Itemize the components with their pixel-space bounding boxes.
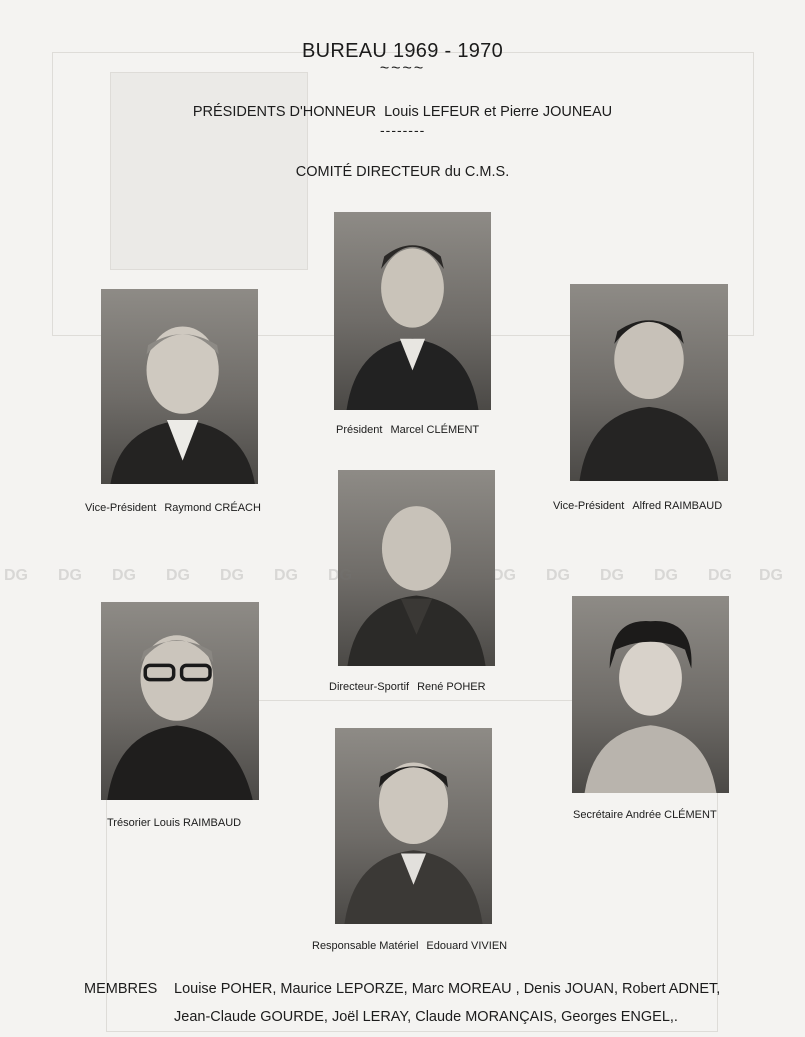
honorary-label: PRÉSIDENTS D'HONNEUR <box>192 104 377 120</box>
watermark-logo: DG <box>759 567 783 584</box>
portrait-photo <box>334 212 491 410</box>
watermark-logo: DG <box>492 567 516 584</box>
watermark-logo: DG <box>546 567 570 584</box>
caption-role: Président <box>336 424 383 436</box>
portrait-figure <box>334 212 491 410</box>
caption-role: Trésorier <box>107 817 151 829</box>
portrait-figure <box>101 289 258 484</box>
honorary-presidents <box>0 104 805 120</box>
caption-name: Louis RAIMBAUD <box>153 817 242 829</box>
caption-role: Secrétaire <box>573 809 624 821</box>
title-ornament: ~~~~ <box>379 60 426 77</box>
members-line-2: Jean-Claude GOURDE, Joël LERAY, Claude MORANÇAIS, Georges ENGEL,. <box>174 1009 678 1025</box>
members-line-1: Louise POHER, Maurice LEPORZE, Marc MOREAU , Denis JOUAN, Robert ADNET, <box>174 981 721 997</box>
watermark-logo: DG <box>328 567 352 584</box>
portrait-figure <box>335 728 492 924</box>
portrait-figure <box>572 596 729 793</box>
caption-role: Vice-Président <box>553 500 625 512</box>
portrait-figure <box>570 284 728 481</box>
portrait-photo <box>101 289 258 484</box>
caption <box>573 809 717 821</box>
caption-name: René POHER <box>417 681 486 693</box>
watermark-logo: DG <box>4 567 28 584</box>
portrait-photo <box>570 284 728 481</box>
portrait-photo <box>572 596 729 793</box>
caption-name: Raymond CRÉACH <box>164 502 261 514</box>
watermark-logo: DG <box>600 567 624 584</box>
watermark-logo: DG <box>654 567 678 584</box>
watermark-logo: DG <box>220 567 244 584</box>
portrait-figure <box>101 602 259 800</box>
caption <box>312 940 507 952</box>
watermark-logo: DG <box>166 567 190 584</box>
separator-dashes: -------- <box>380 122 426 138</box>
caption-role: Directeur-Sportif <box>329 681 410 693</box>
caption-role: Vice-Président <box>85 502 157 514</box>
members-list <box>84 975 720 1031</box>
watermark-logo: DG <box>112 567 136 584</box>
committee-heading: COMITÉ DIRECTEUR du C.M.S. <box>295 164 510 180</box>
caption-name: Marcel CLÉMENT <box>390 424 480 436</box>
caption-role: Responsable Matériel <box>312 940 419 952</box>
caption-name: Alfred RAIMBAUD <box>632 500 723 512</box>
caption <box>107 817 241 829</box>
watermark-logo: DG <box>58 567 82 584</box>
watermark-strip <box>0 533 805 587</box>
caption-name: Edouard VIVIEN <box>426 940 508 952</box>
caption-name: Andrée CLÉMENT <box>625 809 717 821</box>
caption <box>85 502 261 514</box>
portrait-photo <box>335 728 492 924</box>
page-title: BUREAU 1969 - 1970 <box>301 40 504 62</box>
members-label: MEMBRES <box>84 981 158 997</box>
caption <box>553 500 722 512</box>
portrait-photo <box>101 602 259 800</box>
caption <box>336 424 479 436</box>
watermark-logo: DG <box>708 567 732 584</box>
honorary-names: Louis LEFEUR et Pierre JOUNEAU <box>384 104 613 120</box>
watermark-logo: DG <box>274 567 298 584</box>
caption <box>329 681 486 693</box>
